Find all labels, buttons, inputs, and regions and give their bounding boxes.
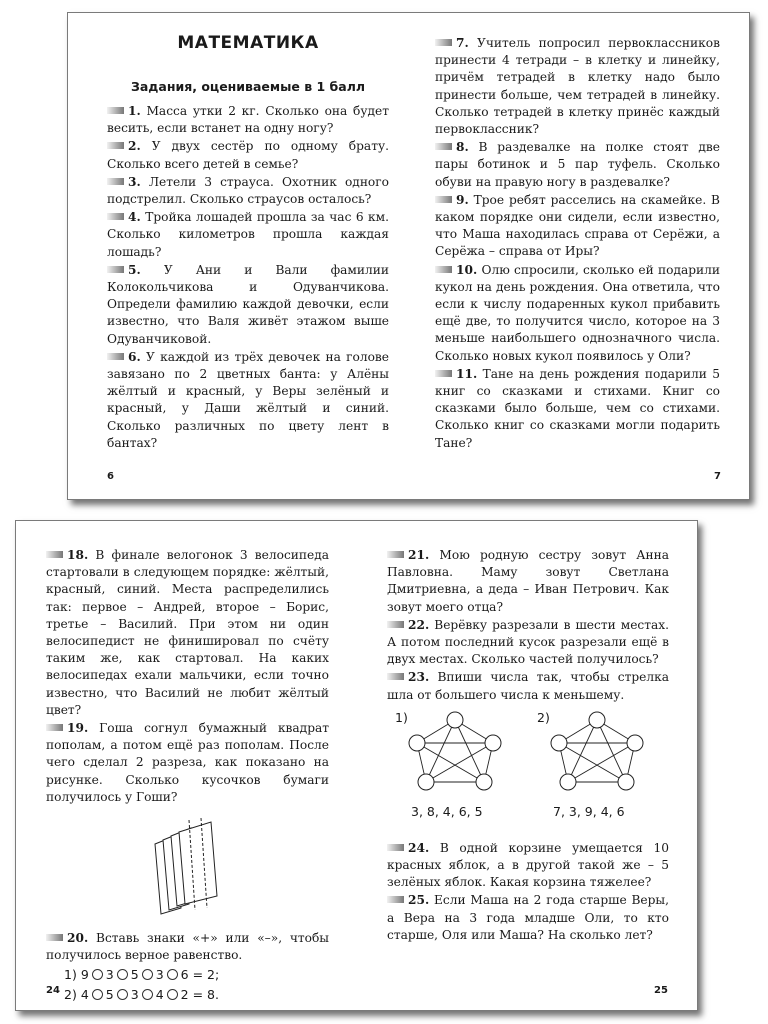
- equation-result: 2 = 8.: [180, 987, 219, 1003]
- task-marker-icon: [107, 353, 124, 360]
- task-number: 25.: [408, 893, 430, 908]
- task-number: 6.: [128, 349, 141, 364]
- task-marker-icon: [107, 213, 124, 220]
- equation-digit: 4: [80, 987, 89, 1003]
- task-item: [107, 174, 389, 208]
- task-number: 7.: [456, 36, 469, 50]
- task-text: В одной корзине умещается 10 красных яблок, а в другой такой же – 5 зелёных яблок. Какая корзина тяжелее?: [387, 840, 669, 890]
- page-number: 6: [107, 471, 114, 482]
- task-item: [46, 547, 329, 719]
- book-spread-pages-24-25: [15, 520, 698, 1011]
- equation-digit: 9: [80, 967, 89, 983]
- blank-circle-icon[interactable]: [92, 989, 103, 1000]
- task-list: [107, 103, 389, 452]
- task-marker-icon: [387, 673, 404, 680]
- diagram-numbers: 3, 8, 4, 6, 5: [411, 803, 483, 819]
- task-marker-icon: [435, 39, 452, 46]
- page-number: 24: [46, 985, 60, 996]
- task-text: Летели 3 страуса. Охотник одного подстрелил. Сколько страусов осталось?: [107, 174, 389, 207]
- pentagram-graph: [547, 710, 647, 800]
- folded-paper-figure: [149, 818, 229, 918]
- task-text: Тане на день рождения подарили 5 книг со сказками и стихами. Книг со сказками было больше, чем со стихами. Сколько книг со сказками могли подарить Тане?: [435, 366, 720, 450]
- task-text: Трое ребят расселись на скамейке. В каком порядке они сидели, если известно, что Маша находилась справа от Серёжи, а Серёжа – справа от Иры?: [435, 192, 721, 259]
- task-item: [107, 103, 389, 137]
- task-number: 5.: [128, 262, 141, 277]
- section-heading: Задания, оцениваемые в 1 балл: [130, 79, 366, 94]
- task-number: 24.: [408, 840, 430, 855]
- page-number: 25: [654, 985, 668, 996]
- task-list: [46, 930, 329, 964]
- task-number: 22.: [408, 617, 430, 632]
- task-number: 1.: [128, 104, 141, 118]
- task-item: [107, 138, 389, 172]
- task-number: 8.: [456, 140, 469, 155]
- task-text: Учитель попросил первоклассников принести 4 тетради – в клетку и линейку, причём тетрадей в клетку надо было принести больше, чем тетрадей в линейку. Сколько тетрадей в клетку принёс каждый первоклассник?: [435, 36, 720, 137]
- task-item: [435, 35, 720, 138]
- task-item: [46, 930, 329, 964]
- task-marker-icon: [387, 844, 404, 851]
- pentagram-diagrams: [387, 710, 669, 830]
- task-number: 19.: [67, 721, 89, 736]
- task-item: [435, 139, 720, 191]
- task-marker-icon: [435, 370, 452, 377]
- task-number: 10.: [456, 262, 478, 277]
- task-item: [387, 892, 669, 944]
- book-spread-pages-6-7: [67, 12, 750, 500]
- blank-circle-icon[interactable]: [167, 989, 178, 1000]
- task-number: 2.: [128, 139, 141, 154]
- equation-label: 2): [64, 987, 77, 1003]
- task-item: [107, 209, 389, 261]
- task-list: [46, 547, 329, 806]
- blank-circle-icon[interactable]: [167, 969, 178, 980]
- task-item: [435, 262, 720, 365]
- task-marker-icon: [435, 196, 452, 203]
- page-6: [107, 13, 389, 453]
- task-item: [387, 669, 669, 703]
- task-marker-icon: [107, 178, 124, 185]
- page-25: [387, 547, 669, 945]
- task-number: 4.: [128, 210, 141, 225]
- task-number: 9.: [456, 192, 469, 207]
- blank-circle-icon[interactable]: [117, 989, 128, 1000]
- task-marker-icon: [387, 551, 404, 558]
- task-item: [46, 720, 329, 806]
- equation-digit: 3: [130, 987, 139, 1003]
- task-item: [107, 349, 389, 452]
- diagram-label: 1): [395, 709, 408, 725]
- task-text: Олю спросили, сколько ей подарили кукол на день рождения. Она ответила, что если к числу подаренных кукол прибавить ещё две, то получится число, которое на 3 меньше наибольшего однозначного числа. Сколько новых кукол появилось у Оли?: [435, 262, 721, 363]
- blank-circle-icon[interactable]: [117, 969, 128, 980]
- task-item: [435, 192, 720, 261]
- task-text: Верёвку разрезали в шести местах. А потом последний кусок разрезали ещё в двух местах. Сколько частей получилось?: [387, 617, 669, 667]
- task-marker-icon: [435, 266, 452, 273]
- task-list: [387, 547, 669, 704]
- blank-circle-icon[interactable]: [142, 989, 153, 1000]
- task-number: 11.: [456, 366, 478, 381]
- task-text: Если Маша на 2 года старше Веры, а Вера на 3 года младше Оли, то кто старше, Оля или Маша? На сколько лет?: [387, 893, 669, 942]
- task-text: Тройка лошадей прошла за час 6 км. Сколько километров прошла каждая лошадь?: [107, 210, 389, 259]
- task-marker-icon: [107, 142, 124, 149]
- task-number: 3.: [128, 174, 141, 189]
- blank-circle-icon[interactable]: [92, 969, 103, 980]
- diagram-numbers: 7, 3, 9, 4, 6: [553, 803, 625, 819]
- pentagram-graph: [405, 710, 505, 800]
- task-list: [387, 840, 669, 944]
- page-title: МАТЕМАТИКА: [177, 33, 319, 53]
- task-number: 23.: [408, 670, 430, 685]
- task-marker-icon: [387, 621, 404, 628]
- equation-digit: 5: [130, 967, 139, 983]
- task-item: [387, 840, 669, 892]
- task-text: Масса утки 2 кг. Сколько она будет весить, если встанет на одну ногу?: [107, 104, 389, 136]
- task-item: [387, 547, 669, 616]
- task-marker-icon: [46, 724, 63, 731]
- task-marker-icon: [46, 934, 63, 941]
- equation: [64, 985, 329, 1005]
- task-item: [107, 262, 389, 348]
- task-marker-icon: [387, 896, 404, 903]
- page-24: [46, 547, 329, 1005]
- equation-digit: 3: [155, 967, 164, 983]
- task-text: Гоша согнул бумажный квадрат пополам, а потом ещё раз пополам. После чего сделал 2 разреза, как показано на рисунке. Сколько кусочков бумаги получилось у Гоши?: [46, 721, 330, 804]
- diagram-label: 2): [537, 709, 550, 725]
- task-text: У каждой из трёх девочек на голове завязано по 2 цветных банта: у Алёны жёлтый и красный, у Веры зелёный и красный, у Даши жёлтый и синий. Сколько различных по цвету лент в бантах?: [107, 349, 389, 450]
- task-text: Мою родную сестру зовут Анна Павловна. Маму зовут Светлана Дмитриевна, а деда – Иван Петрович. Как зовут моего отца?: [387, 548, 670, 614]
- equation: [64, 965, 329, 985]
- task-text: Вставь знаки «+» или «–», чтобы получилось верное равенство.: [46, 931, 330, 963]
- equation-label: 1): [64, 967, 77, 983]
- equation-digit: 5: [105, 987, 114, 1003]
- task-text: Впиши числа так, чтобы стрелка шла от большего числа к меньшему.: [387, 670, 669, 702]
- task-marker-icon: [46, 551, 63, 558]
- page-number: 7: [714, 471, 721, 482]
- blank-circle-icon[interactable]: [142, 969, 153, 980]
- task-marker-icon: [107, 107, 124, 114]
- task-item: [387, 617, 669, 669]
- task-text: В раздевалке на полке стоят две пары ботинок и 5 пар туфель. Сколько обуви на правую ногу в раздевалке?: [435, 140, 721, 189]
- task-text: У Ани и Вали фамилии Колокольчикова и Одуванчикова. Определи фамилию каждой девочки, если известно, что Валя живёт этажом выше Одуванчиковой.: [107, 262, 389, 346]
- task-marker-icon: [107, 266, 124, 273]
- task-text: В финале велогонок 3 велосипеда стартовали в следующем порядке: жёлтый, красный, синий. Места распределились так: первое – Андрей, второе – Борис, третье – Василий. При этом ни один велосипедист не финишировал по счёту таким же, как стартовал. На каких велосипедах ехали мальчики, если точно известно, что Василий не любит жёлтый цвет?: [46, 548, 330, 717]
- task-list: [435, 35, 720, 452]
- equation-list: [46, 965, 329, 1005]
- task-marker-icon: [435, 143, 452, 150]
- task-number: 18.: [67, 548, 89, 562]
- task-text: У двух сестёр по одному брату. Сколько всего детей в семье?: [107, 139, 389, 171]
- task-number: 20.: [67, 931, 89, 946]
- equation-digit: 4: [155, 987, 164, 1003]
- task-number: 21.: [408, 548, 430, 562]
- equation-result: 6 = 2;: [180, 967, 220, 983]
- task-item: [435, 366, 720, 452]
- page-7: [435, 35, 720, 453]
- equation-digit: 3: [105, 967, 114, 983]
